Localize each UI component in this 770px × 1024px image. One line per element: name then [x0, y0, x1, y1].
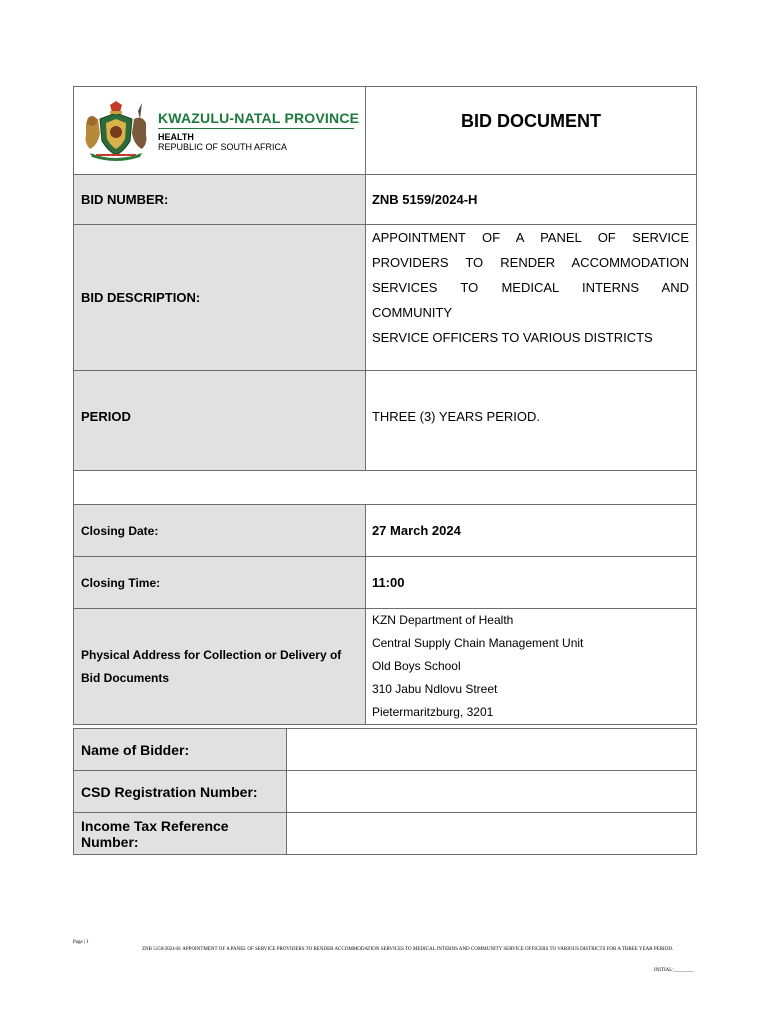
description-line: PROVIDERS TO RENDER ACCOMMODATION [371, 255, 689, 270]
address-line: Pietermaritzburg, 3201 [371, 705, 494, 719]
coat-of-arms-icon [80, 99, 152, 163]
closing-date-value: 27 March 2024 [365, 505, 696, 557]
bid-description-value [365, 225, 696, 371]
description-line: SERVICE OFFICERS TO VARIOUS DISTRICTS [371, 330, 653, 345]
page-number: Page | 1 [73, 940, 89, 945]
description-line: APPOINTMENT OF A PANEL OF SERVICE [371, 230, 689, 245]
closing-time-label: Closing Time: [74, 557, 366, 609]
address-line: KZN Department of Health [371, 613, 514, 627]
address-line: Old Boys School [371, 659, 461, 673]
closing-time-value: 11:00 [365, 557, 696, 609]
document-title-cell [365, 87, 696, 175]
bid-number-value: ZNB 5159/2024-H [365, 175, 696, 225]
country-name: REPUBLIC OF SOUTH AFRICA [158, 141, 288, 152]
address-label: Physical Address for Collection or Delivery of Bid Documents [74, 609, 366, 725]
bidder-name-label: Name of Bidder: [74, 729, 287, 771]
spacer-row [74, 471, 697, 505]
department-name: HEALTH [158, 131, 194, 142]
address-line: 310 Jabu Ndlovu Street [371, 682, 498, 696]
closing-date-label: Closing Date: [74, 505, 366, 557]
bidder-info-table [73, 728, 697, 855]
address-value [365, 609, 696, 725]
csd-number-field[interactable] [286, 771, 696, 813]
bidder-name-field[interactable] [286, 729, 696, 771]
logo-cell [74, 87, 366, 175]
bid-info-table [73, 86, 697, 725]
csd-number-label: CSD Registration Number: [74, 771, 287, 813]
footer-description: ZNB 5159/2024-H: APPOINTMENT OF A PANEL OF SERVICE PROVIDERS TO RENDER ACCOMMODATION SERVICES TO MEDICAL INTERNS AND COMMUNITY SERVICE OFFICERS TO VARIOUS DISTRICTS FOR A THREE YEAR PERIOD. [142, 947, 674, 952]
period-label: PERIOD [74, 371, 366, 471]
initial-field: INITIAL:________ [654, 968, 694, 973]
tax-reference-label: Income Tax Reference Number: [74, 813, 287, 855]
period-value: THREE (3) YEARS PERIOD. [365, 371, 696, 471]
address-line: Central Supply Chain Management Unit [371, 636, 584, 650]
province-name: KWAZULU-NATAL PROVINCE [158, 109, 360, 126]
document-title: BID DOCUMENT [460, 111, 601, 131]
tax-reference-field[interactable] [286, 813, 696, 855]
bid-number-label: BID NUMBER: [74, 175, 366, 225]
description-line: SERVICES TO MEDICAL INTERNS AND COMMUNITY [371, 280, 689, 320]
logo-divider [158, 128, 354, 129]
bid-description-label: BID DESCRIPTION: [74, 225, 366, 371]
